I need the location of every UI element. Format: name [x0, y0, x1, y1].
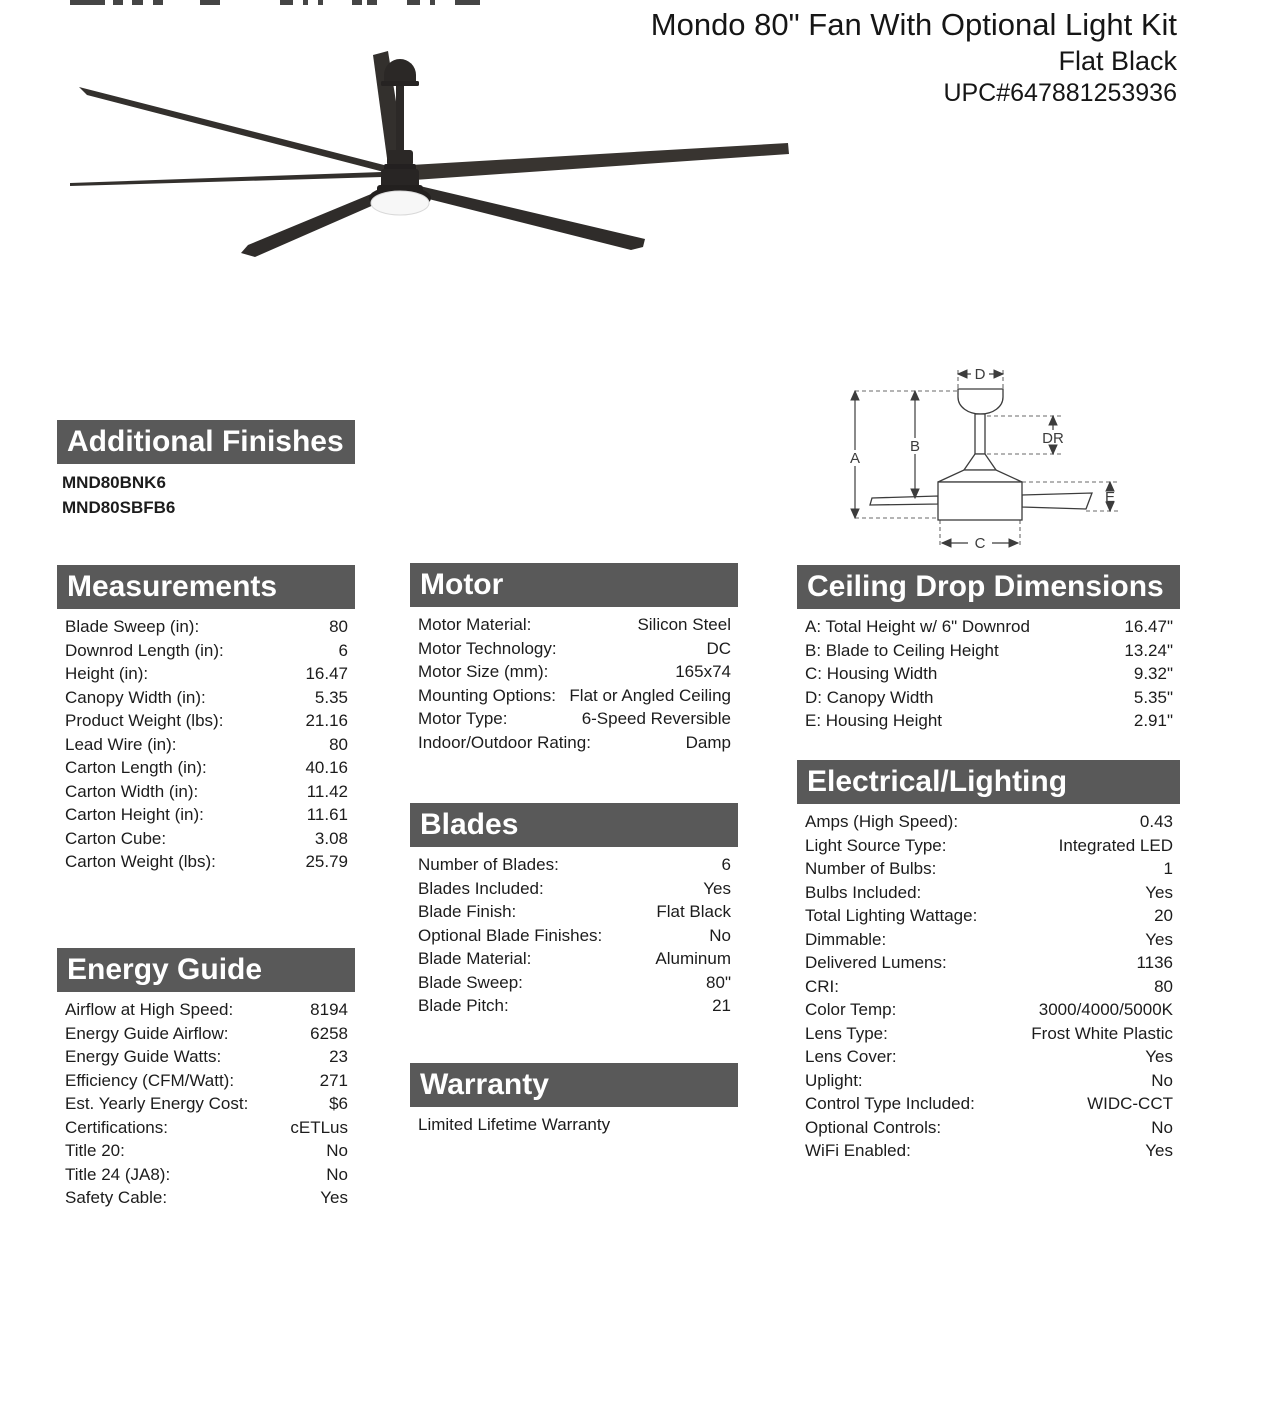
spec-value: 6258: [310, 1023, 348, 1043]
spec-value: 80": [706, 972, 731, 992]
spec-row: [797, 1045, 1180, 1069]
dim-label-c: C: [974, 535, 986, 552]
section-title: Additional Finishes: [57, 420, 355, 464]
spec-value: 13.24": [1124, 640, 1173, 660]
spec-row: [797, 810, 1180, 834]
spec-value: Frost White Plastic: [1031, 1023, 1173, 1043]
spec-label: Blades Included:: [418, 878, 544, 898]
spec-value: 80: [329, 617, 348, 636]
electrical-lighting-section: [797, 760, 1180, 1163]
spec-value: 25.79: [305, 852, 348, 871]
spec-row: [57, 615, 355, 639]
spec-label: Title 20:: [65, 1141, 125, 1160]
motor-section: [410, 563, 738, 754]
spec-value: 6: [338, 640, 348, 660]
spec-value: Yes: [320, 1188, 348, 1207]
spec-row: [57, 1022, 355, 1046]
spec-label: Limited Lifetime Warranty: [418, 1115, 611, 1134]
spec-row: [797, 951, 1180, 975]
spec-row: [797, 1116, 1180, 1140]
spec-row: [57, 686, 355, 710]
spec-row: [797, 615, 1180, 639]
spec-value: 40.16: [305, 758, 348, 777]
section-body: [410, 613, 738, 754]
spec-row: [797, 1069, 1180, 1093]
spec-value: 0.43: [1139, 812, 1173, 831]
spec-row: [57, 803, 355, 827]
spec-row: [57, 470, 355, 495]
spec-value: Integrated LED: [1058, 835, 1173, 855]
spec-value: 11.42: [306, 781, 348, 801]
spec-value: 11.61: [306, 805, 348, 824]
spec-value: WIDC-CCT: [1087, 1094, 1173, 1113]
section-title: Electrical/Lighting: [797, 760, 1180, 804]
section-title: Warranty: [410, 1063, 738, 1107]
dim-label-e: E: [1104, 489, 1116, 506]
spec-value: Yes: [1145, 1141, 1173, 1160]
spec-label: Blade Finish:: [418, 902, 517, 921]
spec-label: Lead Wire (in):: [65, 734, 177, 754]
product-finish: Flat Black: [1058, 46, 1177, 76]
spec-row: [57, 733, 355, 757]
spec-value: Flat Black: [656, 902, 731, 921]
spec-value: Yes: [703, 878, 731, 898]
spec-row: [797, 1092, 1180, 1116]
section-body: [797, 810, 1180, 1163]
spec-row: [797, 709, 1180, 733]
spec-row: [410, 731, 738, 755]
dim-label-dr: DR: [1042, 430, 1064, 447]
spec-row: [57, 1069, 355, 1093]
spec-row: [57, 1186, 355, 1210]
spec-label: Est. Yearly Energy Cost:: [65, 1094, 249, 1113]
spec-row: [410, 877, 738, 901]
spec-value: 2.91": [1133, 711, 1173, 730]
spec-value: 5.35: [314, 687, 348, 707]
fan-blades: [70, 51, 789, 257]
spec-label: Control Type Included:: [805, 1094, 975, 1113]
spec-label: E: Housing Height: [805, 711, 943, 730]
spec-value: Damp: [685, 732, 731, 752]
spec-value: Yes: [1145, 1047, 1173, 1066]
spec-row: [410, 1113, 738, 1137]
warranty-section: [410, 1063, 738, 1137]
fan-product-image: [55, 35, 795, 270]
spec-row: [57, 1045, 355, 1069]
spec-label: MND80SBFB6: [62, 498, 176, 517]
ceiling-drop-dimensions-section: [797, 565, 1180, 733]
spec-label: Carton Length (in):: [65, 758, 207, 777]
spec-label: Blade Sweep:: [418, 972, 523, 992]
spec-row: [797, 1139, 1180, 1163]
spec-row: [57, 709, 355, 733]
dim-label-b: B: [909, 438, 921, 455]
spec-label: Motor Technology:: [418, 638, 557, 658]
dim-label-d: D: [974, 366, 986, 383]
spec-label: Product Weight (lbs):: [65, 711, 224, 730]
spec-value: 80: [329, 734, 348, 754]
section-title: Measurements: [57, 565, 355, 609]
spec-value: 23: [329, 1047, 348, 1066]
spec-value: Yes: [1145, 882, 1173, 902]
spec-value: Yes: [1145, 929, 1173, 949]
spec-row: [57, 662, 355, 686]
spec-row: [57, 1092, 355, 1116]
spec-row: [797, 857, 1180, 881]
section-body: [57, 470, 355, 520]
section-body: [410, 1113, 738, 1137]
spec-label: Lens Cover:: [805, 1047, 897, 1066]
spec-value: DC: [706, 638, 731, 658]
section-body: [797, 615, 1180, 733]
spec-row: [57, 827, 355, 851]
spec-value: No: [1151, 1070, 1173, 1090]
spec-value: 16.47: [305, 664, 348, 683]
spec-row: [57, 495, 355, 520]
spec-label: Mounting Options:: [418, 685, 556, 705]
spec-row: [410, 660, 738, 684]
spec-label: Title 24 (JA8):: [65, 1164, 171, 1184]
spec-row: [410, 684, 738, 708]
spec-label: Bulbs Included:: [805, 882, 922, 902]
spec-row: [797, 881, 1180, 905]
spec-label: Optional Controls:: [805, 1117, 942, 1137]
spec-value: 6: [721, 855, 731, 874]
section-title: Ceiling Drop Dimensions: [797, 565, 1180, 609]
spec-value: No: [709, 925, 731, 945]
spec-value: 9.32": [1133, 664, 1173, 683]
spec-row: [57, 1116, 355, 1140]
spec-label: Certifications:: [65, 1117, 168, 1137]
spec-label: Indoor/Outdoor Rating:: [418, 732, 591, 752]
spec-row: [57, 756, 355, 780]
spec-row: [797, 639, 1180, 663]
spec-label: Motor Size (mm):: [418, 662, 549, 681]
spec-label: MND80BNK6: [62, 473, 166, 492]
spec-label: Energy Guide Airflow:: [65, 1023, 229, 1043]
spec-row: [57, 639, 355, 663]
spec-label: Carton Cube:: [65, 828, 167, 848]
spec-label: Color Temp:: [805, 1000, 897, 1019]
spec-label: Efficiency (CFM/Watt):: [65, 1070, 235, 1090]
spec-row: [410, 853, 738, 877]
spec-label: Motor Material:: [418, 615, 532, 634]
spec-value: No: [1151, 1117, 1173, 1137]
spec-label: Total Lighting Wattage:: [805, 906, 978, 925]
product-title: Mondo 80" Fan With Optional Light Kit: [650, 7, 1177, 42]
spec-label: Energy Guide Watts:: [65, 1047, 222, 1066]
blades-section: [410, 803, 738, 1018]
spec-label: Lens Type:: [805, 1023, 888, 1043]
spec-value: No: [326, 1164, 348, 1184]
spec-label: Optional Blade Finishes:: [418, 925, 603, 945]
spec-value: 1: [1163, 859, 1173, 878]
section-title: Energy Guide: [57, 948, 355, 992]
dim-label-a: A: [849, 450, 861, 467]
spec-label: Motor Type:: [418, 709, 508, 728]
energy-guide-section: [57, 948, 355, 1210]
spec-value: 165x74: [675, 662, 731, 681]
spec-value: Flat or Angled Ceiling: [569, 685, 731, 705]
section-body: [57, 998, 355, 1210]
spec-row: [797, 998, 1180, 1022]
spec-label: Height (in):: [65, 664, 149, 683]
spec-row: [797, 662, 1180, 686]
spec-row: [797, 834, 1180, 858]
spec-label: Canopy Width (in):: [65, 687, 206, 707]
spec-label: Amps (High Speed):: [805, 812, 959, 831]
spec-value: 21: [712, 996, 731, 1015]
spec-row: [57, 1139, 355, 1163]
spec-value: 20: [1154, 906, 1173, 925]
spec-label: Blade Pitch:: [418, 996, 509, 1015]
spec-label: Airflow at High Speed:: [65, 1000, 234, 1019]
spec-label: Downrod Length (in):: [65, 640, 224, 660]
spec-row: [797, 975, 1180, 999]
section-body: [410, 853, 738, 1018]
spec-label: Carton Height (in):: [65, 805, 204, 824]
spec-label: A: Total Height w/ 6" Downrod: [805, 617, 1030, 636]
spec-row: [410, 900, 738, 924]
spec-row: [410, 971, 738, 995]
section-title: Motor: [410, 563, 738, 607]
spec-row: [797, 904, 1180, 928]
spec-row: [57, 998, 355, 1022]
spec-row: [57, 1163, 355, 1187]
spec-value: 80: [1154, 976, 1173, 996]
spec-row: [57, 780, 355, 804]
spec-row: [410, 637, 738, 661]
spec-row: [797, 1022, 1180, 1046]
spec-value: $6: [329, 1094, 348, 1113]
spec-value: Silicon Steel: [637, 615, 731, 634]
spec-value: 16.47": [1124, 617, 1173, 636]
spec-value: 3.08: [314, 828, 348, 848]
additional-finishes-section: [57, 420, 355, 520]
spec-label: CRI:: [805, 976, 839, 996]
spec-value: cETLus: [290, 1117, 348, 1137]
spec-row: [797, 928, 1180, 952]
spec-label: Blade Material:: [418, 949, 532, 968]
spec-value: 1136: [1136, 953, 1173, 972]
spec-label: Carton Weight (lbs):: [65, 852, 216, 871]
spec-row: [410, 924, 738, 948]
spec-row: [410, 994, 738, 1018]
product-upc: UPC#647881253936: [943, 79, 1177, 107]
spec-row: [410, 613, 738, 637]
spec-label: Dimmable:: [805, 929, 887, 949]
section-title: Blades: [410, 803, 738, 847]
spec-label: Number of Blades:: [418, 855, 559, 874]
spec-value: 21.16: [305, 711, 348, 730]
spec-label: Uplight:: [805, 1070, 863, 1090]
spec-label: Number of Bulbs:: [805, 859, 937, 878]
dimension-diagram: [830, 358, 1150, 563]
spec-value: No: [326, 1141, 348, 1160]
spec-row: [797, 686, 1180, 710]
spec-value: 271: [319, 1070, 348, 1090]
spec-label: Light Source Type:: [805, 835, 947, 855]
spec-label: Carton Width (in):: [65, 781, 199, 801]
spec-value: 6-Speed Reversible: [581, 709, 731, 728]
spec-label: Delivered Lumens:: [805, 953, 947, 972]
spec-row: [57, 850, 355, 874]
spec-value: 3000/4000/5000K: [1038, 1000, 1173, 1019]
spec-label: D: Canopy Width: [805, 687, 934, 707]
spec-row: [410, 707, 738, 731]
section-body: [57, 615, 355, 874]
spec-value: 8194: [310, 1000, 348, 1019]
measurements-section: [57, 565, 355, 874]
spec-label: Blade Sweep (in):: [65, 617, 200, 636]
spec-value: Aluminum: [655, 949, 731, 968]
spec-label: Safety Cable:: [65, 1188, 168, 1207]
spec-value: 5.35": [1133, 687, 1173, 707]
spec-label: WiFi Enabled:: [805, 1141, 911, 1160]
spec-row: [410, 947, 738, 971]
spec-label: C: Housing Width: [805, 664, 938, 683]
spec-label: B: Blade to Ceiling Height: [805, 640, 999, 660]
